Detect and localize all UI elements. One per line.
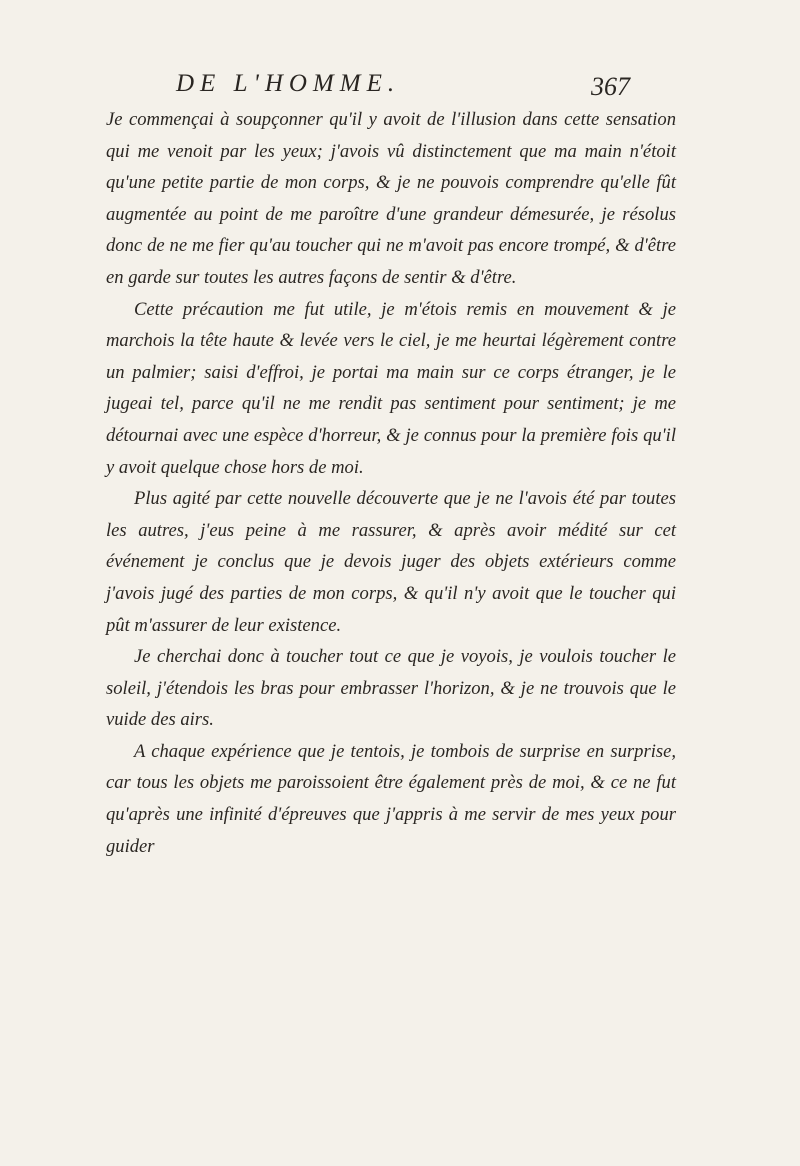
paragraph: Plus agité par cette nouvelle découverte que je ne l'avois été par toutes les autres, j'eus peine à me rassurer, & après avoir médité sur cet événement je conclus que je devois juger des objets extérieurs comme j'avois jugé des parties de mon corps, & qu'il n'y avoit que le toucher qui pût m'assurer de leur existence. (106, 488, 676, 636)
paragraph: Je cherchai donc à toucher tout ce que je voyois, je voulois toucher le soleil, j'étendois les bras pour embrasser l'horizon, & je ne trouvois que le vuide des airs. (106, 646, 676, 731)
body-text (106, 104, 676, 862)
paragraph: A chaque expérience que je tentois, je tombois de surprise en surprise, car tous les objets me paroissoient être également près de moi, & ce ne fut qu'après une infinité d'épreuves que j'appris à me servir de mes yeux pour guider (106, 740, 676, 857)
paragraph: Cette précaution me fut utile, je m'étois remis en mouvement & je marchois la tête haute & levée vers le ciel, je me heurtai légèrement contre un palmier; saisi d'effroi, je portai ma main sur ce corps étranger, je le jugeai tel, parce qu'il ne me rendit pas sentiment pour sentiment; je me détournai avec une espèce d'horreur, & je connus pour la première fois qu'il y avoit quelque chose hors de moi. (106, 298, 676, 478)
paragraph: Je commençai à soupçonner qu'il y avoit de l'illusion dans cette sensation qui me venoit par les yeux; j'avois vû distinctement que ma main n'étoit qu'une petite partie de mon corps, & je ne pouvois comprendre qu'elle fût augmentée au point de me paroître d'une grandeur démesurée, je résolus donc de ne me fier qu'au toucher qui ne m'avoit pas encore trompé, & d'être en garde sur toutes les autres façons de sentir & d'être. (106, 109, 676, 288)
page-number: 367 (591, 72, 630, 101)
running-title: DE L'HOMME. (176, 70, 401, 97)
